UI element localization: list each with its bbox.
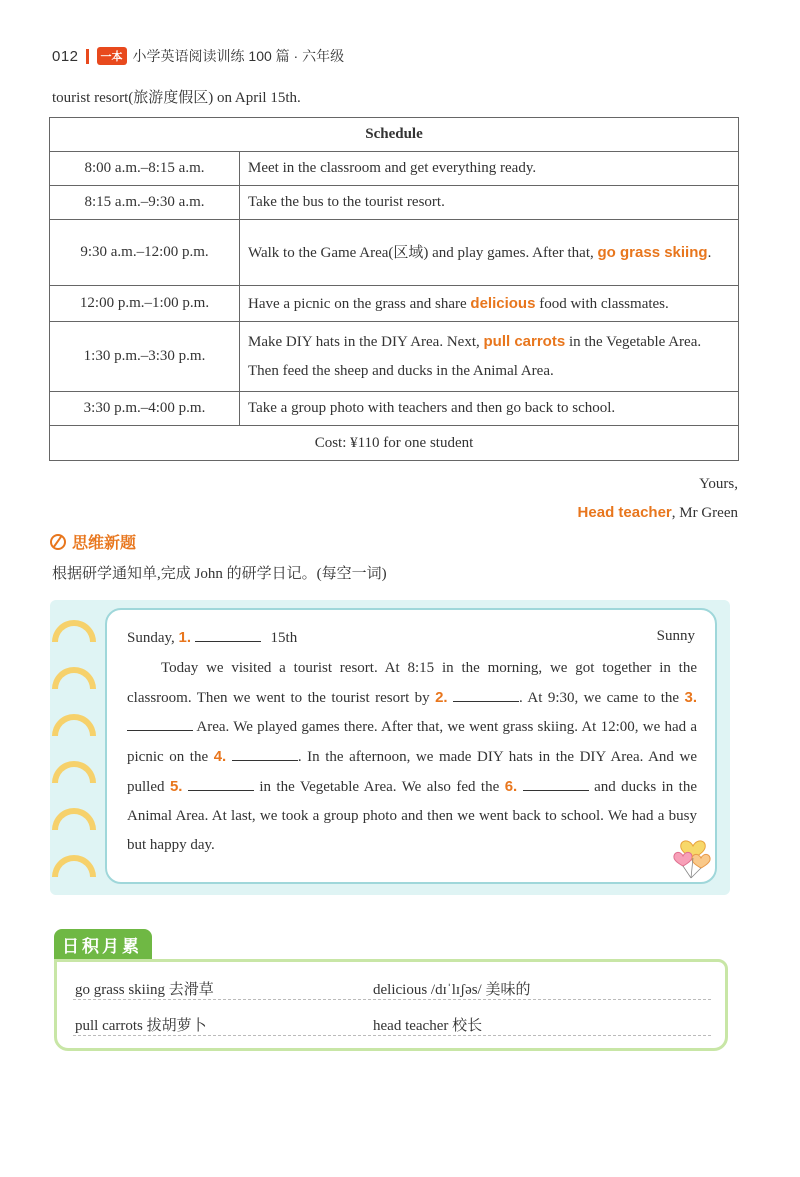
- activity-text: food with classmates.: [535, 295, 669, 312]
- letter-closing: Yours,: [699, 476, 738, 492]
- answer-blank-1[interactable]: [195, 628, 261, 642]
- diary-sentence: Area. We played games there. After that, we went grass skiing. At 12:00, we had a picnic on the: [127, 719, 697, 765]
- diary-heading: [127, 628, 695, 647]
- vocab-term: go grass skiing 去滑草: [75, 982, 214, 998]
- blank-number: 5.: [169, 778, 183, 795]
- diary-sentence: and ducks in the Animal Area. At last, we took a group photo and then we went back to school. We had a busy but happy day.: [127, 779, 698, 853]
- schedule-header-row: [50, 118, 739, 152]
- ring-icon: [52, 667, 96, 689]
- activity-text: Take a group photo with teachers and then go back to school.: [248, 400, 616, 416]
- blank-number: 6.: [504, 778, 518, 795]
- page-number: 012: [52, 47, 79, 65]
- activity-cell: [240, 186, 739, 220]
- activity-cell: [240, 152, 739, 186]
- ring-icon: [52, 620, 96, 642]
- answer-blank-4[interactable]: [232, 747, 298, 761]
- heart-balloons-icon: [671, 832, 715, 880]
- vocab-term: delicious /dɪˈlɪʃəs/ 美味的: [373, 982, 531, 998]
- time-cell: 12:00 p.m.–1:00 p.m.: [50, 286, 240, 322]
- signer-name: , Mr Green: [671, 505, 738, 521]
- time-cell: 3:30 p.m.–4:00 p.m.: [50, 392, 240, 426]
- blank-number: 4.: [213, 748, 227, 765]
- cost-cell: Cost: ¥110 for one student: [50, 426, 739, 461]
- diary-date-suffix: 15th: [270, 630, 298, 646]
- vocab-term: head teacher 校长: [373, 1018, 483, 1034]
- cost-row: [50, 426, 739, 461]
- diary-sentence: . At 9:30, we came to the: [519, 690, 685, 706]
- time-cell: 1:30 p.m.–3:30 p.m.: [50, 322, 240, 392]
- ring-icon: [52, 714, 96, 736]
- vocab-row: [73, 1006, 711, 1036]
- ring-icon: [52, 761, 96, 783]
- activity-cell: [240, 220, 739, 286]
- pen-icon: [50, 534, 66, 550]
- schedule-title: Schedule: [50, 118, 739, 152]
- page-header: [52, 44, 344, 68]
- activity-text: Have a picnic on the grass and share: [248, 295, 471, 312]
- answer-blank-3[interactable]: [127, 717, 193, 731]
- table-row: [50, 392, 739, 426]
- time-cell: 8:15 a.m.–9:30 a.m.: [50, 186, 240, 220]
- table-row: [50, 322, 739, 392]
- answer-blank-5[interactable]: [188, 777, 254, 791]
- diary-date: [127, 628, 297, 647]
- head-teacher-highlight: Head teacher: [577, 504, 672, 521]
- highlight-phrase: pull carrots: [483, 333, 566, 350]
- schedule-table: [49, 117, 739, 461]
- diary-sentence: . In the afternoon, we made DIY hats in the DIY Area. And we pulled: [127, 749, 697, 795]
- vocab-box: [54, 959, 728, 1051]
- activity-text: Walk to the Game Area(区域) and play games. After that,: [248, 244, 598, 261]
- table-row: [50, 220, 739, 286]
- activity-text: Make DIY hats in the DIY Area. Next,: [248, 334, 484, 350]
- blank-number: 1.: [178, 629, 192, 646]
- activity-cell: [240, 286, 739, 322]
- diary-body: [127, 654, 697, 860]
- answer-blank-2[interactable]: [453, 688, 519, 702]
- diary-day: Sunday,: [127, 630, 175, 646]
- diary-notebook: [50, 600, 730, 895]
- diary-sentence: in the Vegetable Area. We also fed the: [253, 779, 505, 795]
- diary-page: [105, 608, 717, 884]
- activity-text: in the Vegetable Area. Then feed the sheep and ducks in the Animal Area.: [248, 334, 702, 379]
- notebook-rings: [50, 600, 110, 895]
- activity-cell: [240, 392, 739, 426]
- activity-text: Take the bus to the tourist resort.: [248, 194, 445, 210]
- activity-cell: [240, 322, 739, 392]
- vocab-term: pull carrots 拔胡萝卜: [75, 1018, 207, 1034]
- instruction-text: 根据研学通知单,完成 John 的研学日记。(每空一词): [52, 566, 387, 582]
- table-row: [50, 186, 739, 220]
- highlight-phrase: delicious: [470, 294, 536, 312]
- time-cell: 9:30 a.m.–12:00 p.m.: [50, 220, 240, 286]
- blank-number: 2.: [435, 689, 448, 706]
- intro-line: tourist resort(旅游度假区) on April 15th.: [52, 90, 301, 106]
- vocab-tab: 日积月累: [54, 929, 152, 962]
- activity-text: Meet in the classroom and get everything ready.: [248, 160, 537, 176]
- ring-icon: [52, 808, 96, 830]
- blank-number: 3.: [684, 689, 698, 706]
- highlight-phrase: go grass skiing: [597, 243, 708, 261]
- answer-blank-6[interactable]: [523, 777, 589, 791]
- section-title-text: 思维新题: [72, 535, 137, 552]
- section-title: [50, 530, 136, 553]
- book-title: 小学英语阅读训练 100 篇 · 六年级: [132, 48, 345, 64]
- header-divider: [86, 49, 89, 64]
- diary-weather: Sunny: [656, 628, 695, 644]
- ring-icon: [52, 855, 96, 877]
- brand-badge: 一本: [97, 47, 127, 65]
- table-row: [50, 152, 739, 186]
- time-cell: 8:00 a.m.–8:15 a.m.: [50, 152, 240, 186]
- letter-signature: [578, 504, 738, 522]
- vocab-row: [73, 970, 711, 1000]
- activity-text: .: [707, 244, 712, 261]
- table-row: [50, 286, 739, 322]
- diary-sentence: Today we visited a tourist resort. At 8:15 in the morning, we got together in the classroom. Then we went to the tourist resort by: [127, 660, 697, 706]
